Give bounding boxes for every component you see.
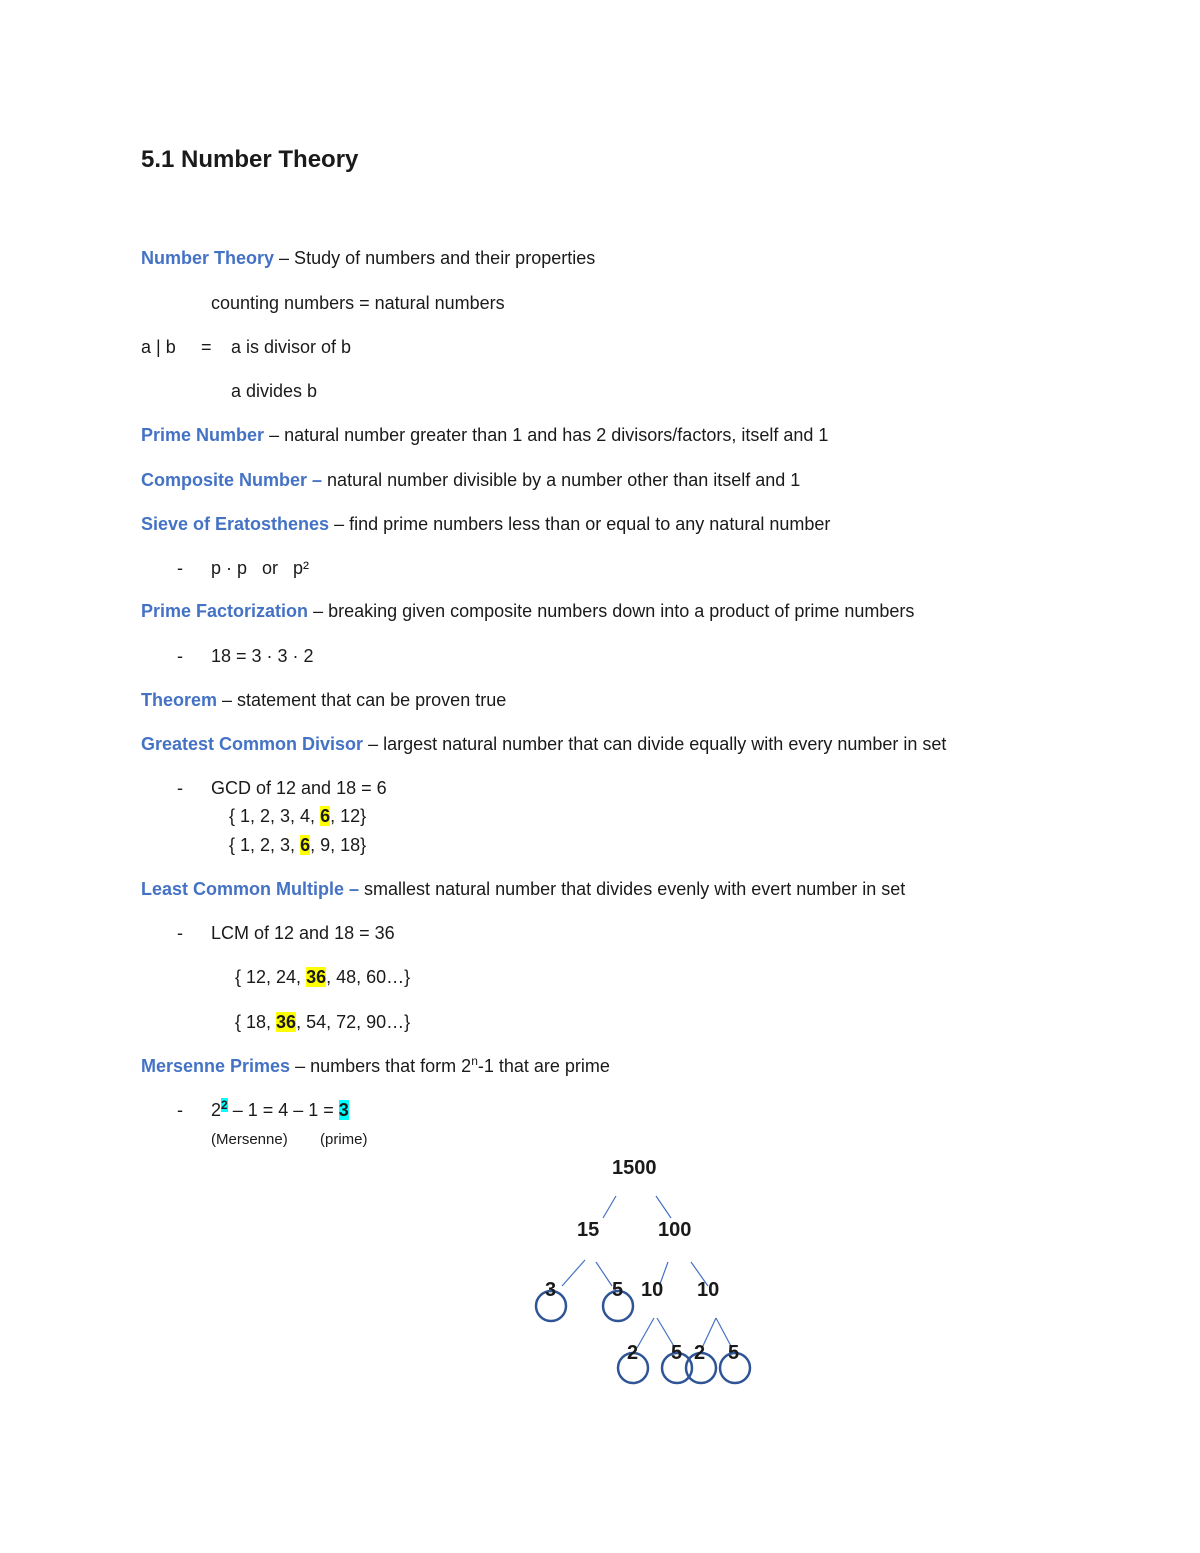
mersenne-ex-highlight: 3 — [338, 1100, 349, 1120]
gcd-set2-highlight: 6 — [300, 835, 311, 855]
divides-eq: = — [201, 337, 212, 357]
theorem-term: Theorem — [141, 690, 218, 710]
mersenne-ex-base: 2 — [211, 1100, 222, 1120]
tree-node-10b: 10 — [697, 1279, 720, 1301]
divides-left: a | b — [141, 337, 176, 357]
factorization-bullet-dash: - — [177, 646, 183, 666]
lcm-set2-pre: { 18, — [235, 1012, 277, 1032]
tree-leaf-5b: 5 — [728, 1342, 740, 1364]
prime-term: Prime Number — [141, 425, 265, 445]
gcd-set1-highlight: 6 — [320, 806, 331, 826]
gcd-set2-post: , 9, 18} — [310, 835, 367, 855]
mersenne-term: Mersenne Primes — [141, 1056, 291, 1076]
lcm-set1-pre: { 12, 24, — [235, 967, 307, 987]
gcd-term: Greatest Common Divisor — [141, 734, 364, 754]
sieve-bullet-dash: - — [177, 558, 183, 578]
branch-15-3 — [562, 1260, 585, 1286]
prime-def: – natural number greater than 1 and has 2 divisors/factors, itself and 1 — [269, 425, 829, 445]
lcm-term: Least Common Multiple – — [141, 879, 360, 899]
page-title: 5.1 Number Theory — [141, 146, 359, 173]
tree-node-5: 5 — [612, 1279, 624, 1301]
branch-1500-15 — [603, 1196, 616, 1218]
lcm-bullet-dash: - — [177, 923, 183, 943]
mersenne-bullet-dash: - — [177, 1100, 183, 1120]
branch-15-5 — [596, 1262, 612, 1286]
lcm-def: smallest natural number that divides evenly with evert number in set — [364, 879, 906, 899]
gcd-set1-pre: { 1, 2, 3, 4, — [229, 806, 321, 826]
tree-root: 1500 — [612, 1157, 657, 1179]
sieve-def: – find prime numbers less than or equal to any natural number — [334, 514, 831, 534]
gcd-set2-pre: { 1, 2, 3, — [229, 835, 301, 855]
sieve-bullet: p · p or p² — [211, 558, 310, 578]
tree-node-3: 3 — [545, 1279, 557, 1301]
mersenne-def-pre: – numbers that form 2 — [295, 1056, 472, 1076]
lcm-set2-post: , 54, 72, 90…} — [296, 1012, 411, 1032]
branch-1500-100 — [656, 1196, 671, 1218]
branch-10a-2 — [637, 1318, 654, 1348]
factorization-term: Prime Factorization — [141, 601, 309, 621]
mersenne-label-1: (Mersenne) — [211, 1131, 288, 1148]
mersenne-ex-mid: – 1 = 4 – 1 = — [227, 1100, 339, 1120]
composite-def: natural number divisible by a number other than itself and 1 — [327, 470, 801, 490]
mersenne-def-post: -1 that are prime — [477, 1056, 610, 1076]
mersenne-label-2: (prime) — [320, 1131, 368, 1148]
gcd-def: – largest natural number that can divide equally with every number in set — [368, 734, 947, 754]
lcm-set2-highlight: 36 — [276, 1012, 297, 1032]
gcd-set1-post: , 12} — [330, 806, 367, 826]
gcd-bullet: GCD of 12 and 18 = 6 — [211, 778, 387, 798]
lcm-bullet: LCM of 12 and 18 = 36 — [211, 923, 395, 943]
tree-leaf-2b: 2 — [694, 1342, 706, 1364]
theorem-def: – statement that can be proven true — [222, 690, 507, 710]
tree-node-15: 15 — [577, 1219, 600, 1241]
tree-leaf-5a: 5 — [671, 1342, 683, 1364]
tree-node-10a: 10 — [641, 1279, 664, 1301]
number-theory-def: – Study of numbers and their properties — [279, 248, 596, 268]
gcd-bullet-dash: - — [177, 778, 183, 798]
tree-leaf-2a: 2 — [627, 1342, 639, 1364]
composite-term: Composite Number – — [141, 470, 323, 490]
mersenne-ex-sup: 2 — [221, 1098, 228, 1112]
mersenne-def-sup: n — [471, 1054, 478, 1068]
divides-line2: a divides b — [231, 381, 318, 401]
lcm-set1-highlight: 36 — [306, 967, 327, 987]
number-theory-term: Number Theory — [141, 248, 275, 268]
factorization-def: – breaking given composite numbers down into a product of prime numbers — [313, 601, 915, 621]
sieve-term: Sieve of Eratosthenes — [141, 514, 330, 534]
tree-node-100: 100 — [658, 1219, 692, 1241]
factorization-bullet: 18 = 3 · 3 · 2 — [211, 646, 314, 666]
counting-line: counting numbers = natural numbers — [211, 293, 505, 313]
lcm-set1-post: , 48, 60…} — [326, 967, 411, 987]
divides-line1: a is divisor of b — [231, 337, 352, 357]
